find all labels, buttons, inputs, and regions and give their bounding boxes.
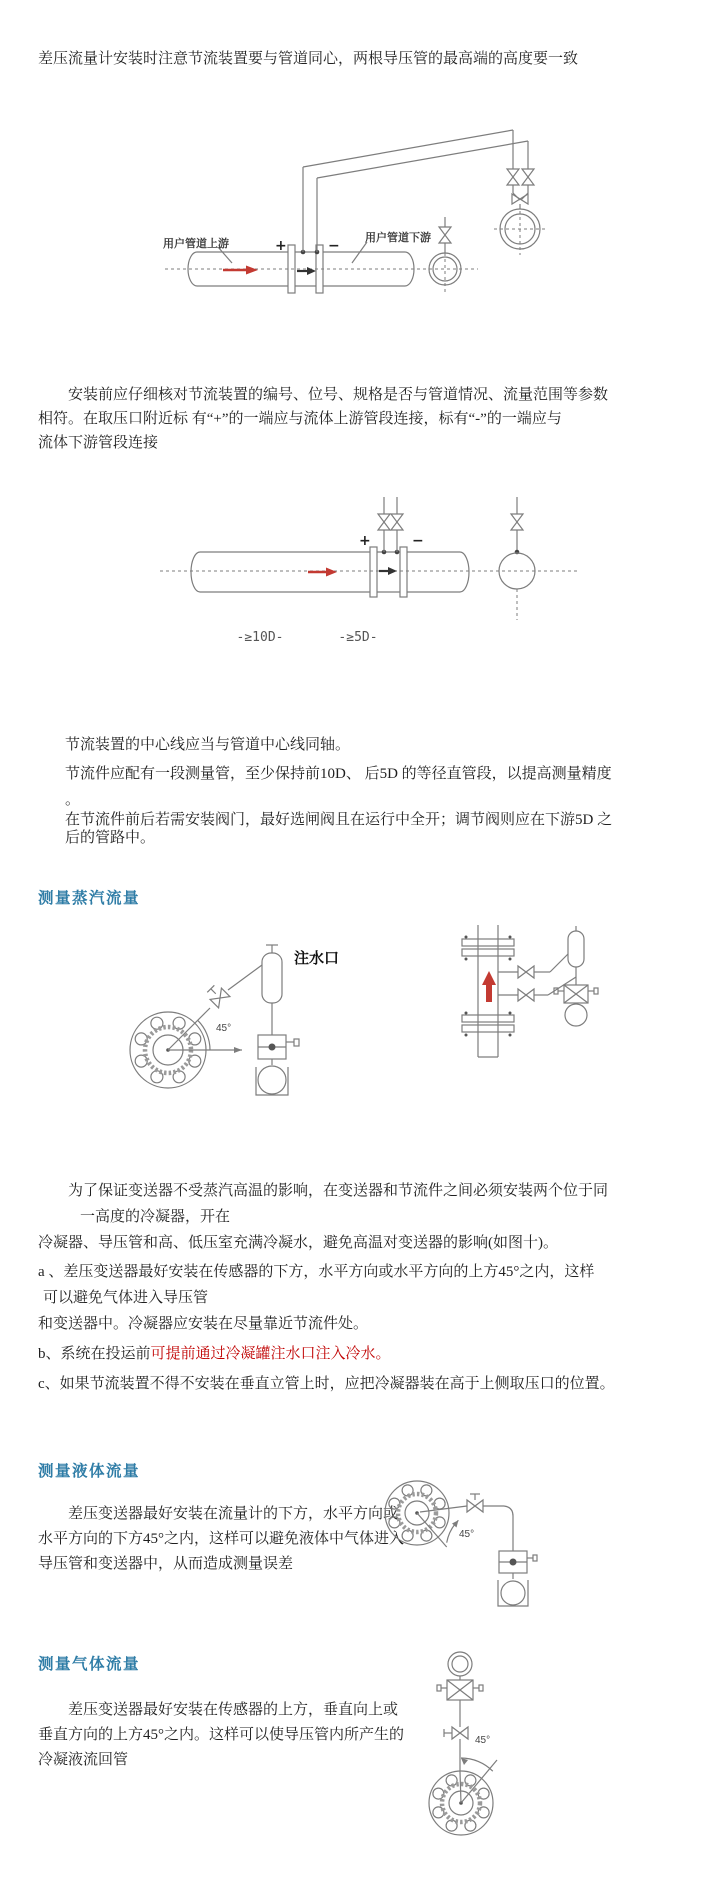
text-line: 和变送器中。冷凝器应安装在尽量靠近节流件处。: [38, 1316, 369, 1332]
paragraph-condensers: [38, 1178, 608, 1256]
diagram-straight-run: [160, 495, 590, 655]
text-line: 导压管和变送器中，从而造成测量误差: [38, 1556, 294, 1572]
transmitter-symbol: [494, 205, 546, 255]
text-line: c、如果节流装置不得不安装在垂直立管上时，应把冷凝器装在高于上侧取压口的位置。: [38, 1376, 615, 1392]
equalizing-valve-icon: [512, 194, 528, 204]
vertical-pipe-assembly: [462, 925, 598, 1057]
water-injection-port-label: 注水口: [294, 951, 340, 967]
transmitter-symbol: [499, 497, 535, 620]
flow-arrow-black: [379, 567, 397, 575]
item-b-warning-red-text: 可提前通过冷凝罐注水口注入冷水。: [150, 1346, 391, 1362]
pipe-downstream: [407, 552, 469, 592]
plus-tap-label: +: [359, 533, 371, 549]
text-line: 为了保证变送器不受蒸汽高温的影响，在变送器和节流件之间必须安装两个位于同: [68, 1183, 609, 1199]
flow-arrow-red: [223, 266, 258, 275]
isolation-valve-icon: [391, 514, 403, 530]
heading-steam-flow: 测量蒸汽流量: [38, 890, 141, 907]
flange-pair-top: [462, 936, 514, 961]
isolation-valve-icon: [522, 169, 534, 185]
text-line: 差压变送器最好安装在流量计的下方，水平方向或: [68, 1506, 399, 1522]
isolation-valve-icon: [378, 514, 390, 530]
piping-drawing: [165, 130, 546, 293]
orifice-flange-right: [400, 547, 407, 597]
text-line: 垂直方向的上方45°之内。这样可以使导压管内所产生的: [38, 1727, 405, 1743]
paragraph-item-a: [38, 1259, 594, 1337]
transmitter-symbol: [256, 1035, 299, 1095]
item-b-prefix: b、系统在投运前: [38, 1346, 151, 1362]
paragraph-item-b: [38, 1342, 391, 1366]
text-line: 。: [65, 792, 81, 808]
text-line: 差压变送器最好安装在传感器的上方，垂直向上或: [68, 1702, 399, 1718]
condensate-pot: [262, 953, 282, 1003]
text-line: 冷凝器、导压管和高、低压室充满冷凝水，避免高温对变送器的影响(如图十)。: [38, 1235, 558, 1251]
transmitter-symbol: [498, 1551, 537, 1606]
angle-label: 45°: [216, 1023, 232, 1034]
flow-arrow-red: [308, 568, 337, 577]
downstream-label: 用户管道下游: [365, 232, 431, 244]
minus-tap-label: −: [412, 533, 424, 549]
isolation-valve-icon: [511, 514, 523, 530]
diagram-liquid-installation: [380, 1465, 540, 1615]
text-line: 后的管路中。: [65, 830, 156, 846]
text-line: 可以避免气体进入导压管: [43, 1290, 209, 1306]
impulse-line-and-pot: [205, 945, 299, 1095]
paragraph-straight-run: [65, 761, 612, 813]
text-line: 节流装置的中心线应当与管道中心线同轴。: [65, 737, 351, 753]
diagram-steam-installation: [100, 925, 600, 1170]
flow-arrow-black: [297, 267, 316, 275]
flow-arrow-up-red: [482, 971, 496, 1002]
pipe-cross-section: [429, 217, 461, 293]
plus-tap-label: +: [275, 238, 287, 254]
text-line: [38, 1342, 391, 1366]
orifice-flange-left: [370, 547, 377, 597]
text-line: 流体下游管段连接: [38, 435, 159, 451]
upstream-dimension-label: -≥10D-: [236, 630, 284, 645]
intro-paragraph: [38, 47, 578, 71]
angle-label: 45°: [459, 1529, 475, 1540]
piping-drawing: [160, 497, 580, 620]
isolation-valve-icon: [205, 983, 230, 1008]
text-line: 节流件应配有一段测量管，至少保持前10D、 后5D 的等径直管段，以提高测量精度: [65, 766, 612, 782]
isolation-valve-icon: [507, 169, 519, 185]
upstream-label: 用户管道上游: [163, 238, 229, 250]
angle-annotation: [417, 1513, 458, 1547]
paragraph-valves: [65, 811, 612, 847]
pipe-upstream: [191, 552, 370, 592]
paragraph-check-device: [38, 383, 608, 455]
text-line: 水平方向的下方45°之内，这样可以避免液体中气体进入: [38, 1531, 405, 1547]
isolation-valve-icon: [467, 1500, 483, 1512]
downstream-dimension-label: -≥5D-: [338, 630, 378, 645]
flange-front-view: [429, 1771, 493, 1835]
text-line: 在节流件前后若需安装阀门，最好选闸阀且在运行中全开；调节阀则应在下游5D 之: [65, 812, 613, 828]
diagram-gas-installation: [413, 1648, 523, 1858]
text-line: 一高度的冷凝器，开在: [80, 1209, 231, 1225]
heading-liquid-flow: 测量液体流量: [38, 1463, 141, 1480]
paragraph-liquid: [38, 1502, 404, 1577]
isolation-valve-icon: [518, 989, 534, 1001]
minus-tap-label: −: [328, 238, 340, 254]
paragraph-concentric: [65, 733, 350, 757]
flange-pair-bottom: [462, 1012, 514, 1037]
text-line: 差压流量计安装时注意节流装置要与管道同心，两根导压管的最高端的高度要一致: [38, 51, 579, 67]
isolation-valve-icon: [518, 966, 534, 978]
text-line: 冷凝液流回管: [38, 1752, 129, 1768]
text-line: 安装前应仔细核对节流装置的编号、位号、规格是否与管道情况、流量范围等参数: [68, 387, 609, 403]
heading-gas-flow: 测量气体流量: [38, 1656, 141, 1673]
text-line: 相符。在取压口附近标 有“+”的一端应与流体上游管段连接，标有“-”的一端应与: [38, 411, 562, 427]
isolation-valve-icon: [452, 1727, 468, 1739]
condensate-pot: [568, 931, 584, 967]
diagram-horizontal-installation: [120, 105, 600, 325]
vent-valve-icon: [439, 227, 451, 243]
transmitter-symbol: [554, 985, 598, 1026]
paragraph-gas: [38, 1698, 404, 1773]
angle-label: 45°: [475, 1735, 491, 1746]
paragraph-item-c: [38, 1372, 615, 1396]
text-line: a 、差压变送器最好安装在传感器的下方，水平方向或水平方向的上方45°之内，这样: [38, 1264, 595, 1280]
transmitter-symbol: [437, 1652, 483, 1700]
